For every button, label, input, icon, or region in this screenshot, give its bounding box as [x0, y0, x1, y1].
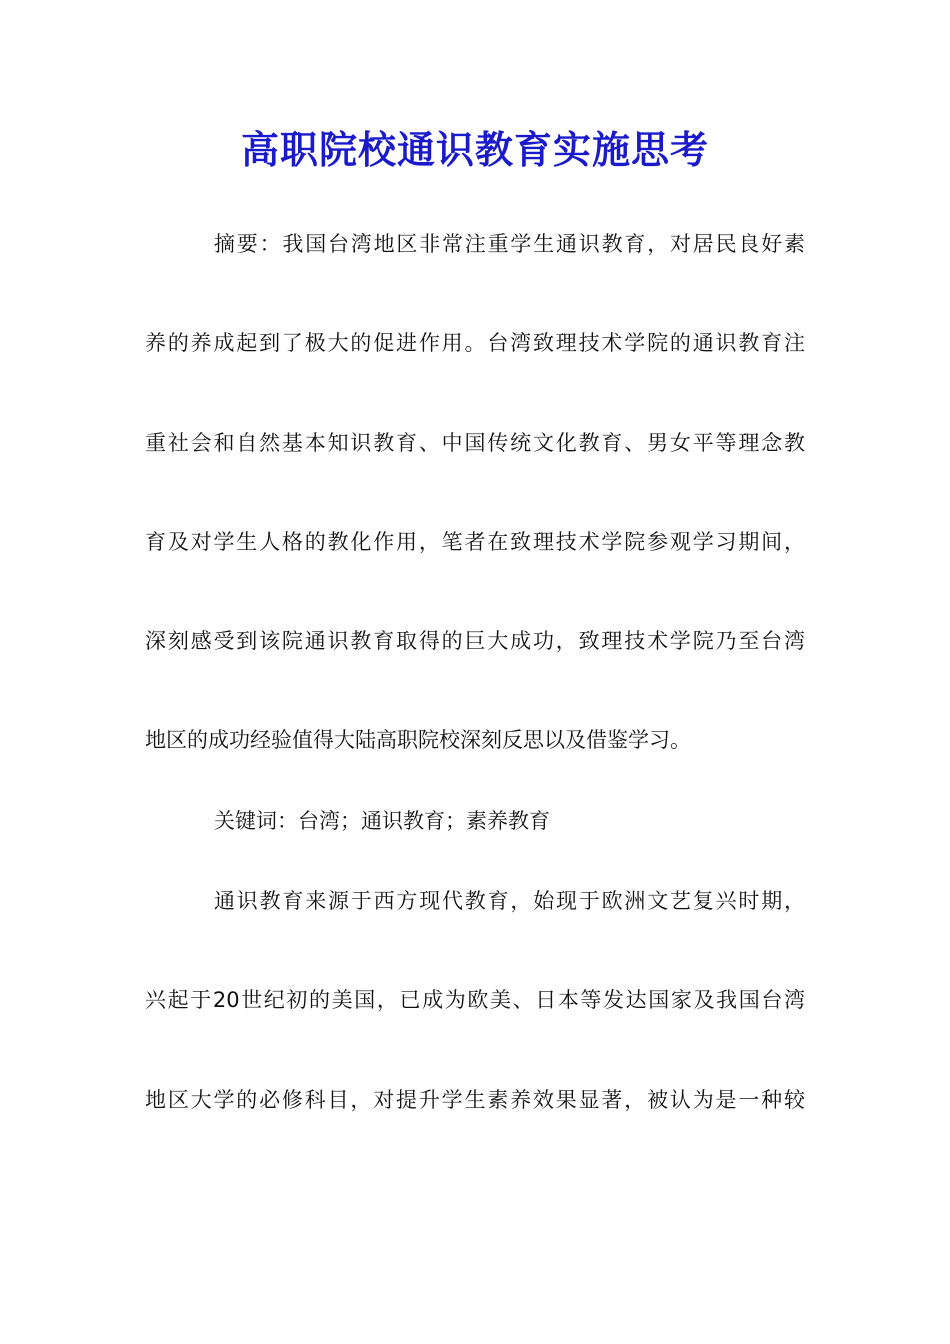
body-line-2: 兴起于20世纪初的美国，已成为欧美、日本等发达国家及我国台湾 [145, 988, 805, 1012]
keywords-line: 关键词：台湾；通识教育；素养教育 [214, 809, 550, 833]
body-line-1: 通识教育来源于西方现代教育，始现于欧洲文艺复兴时期， [214, 889, 805, 913]
document-title: 高职院校通识教育实施思考 [240, 127, 709, 172]
body-line-3: 地区大学的必修科目，对提升学生素养效果显著，被认为是一种较 [145, 1088, 805, 1112]
abstract-line-4: 育及对学生人格的教化作用，笔者在致理技术学院参观学习期间， [145, 530, 805, 554]
abstract-line-6: 地区的成功经验值得大陆高职院校深刻反思以及借鉴学习。 [145, 728, 691, 752]
abstract-line-3: 重社会和自然基本知识教育、中国传统文化教育、男女平等理念教 [145, 431, 805, 455]
abstract-line-1: 摘要：我国台湾地区非常注重学生通识教育，对居民良好素 [214, 232, 805, 256]
abstract-line-5: 深刻感受到该院通识教育取得的巨大成功，致理技术学院乃至台湾 [145, 629, 805, 653]
abstract-line-2: 养的养成起到了极大的促进作用。台湾致理技术学院的通识教育注 [145, 331, 805, 355]
